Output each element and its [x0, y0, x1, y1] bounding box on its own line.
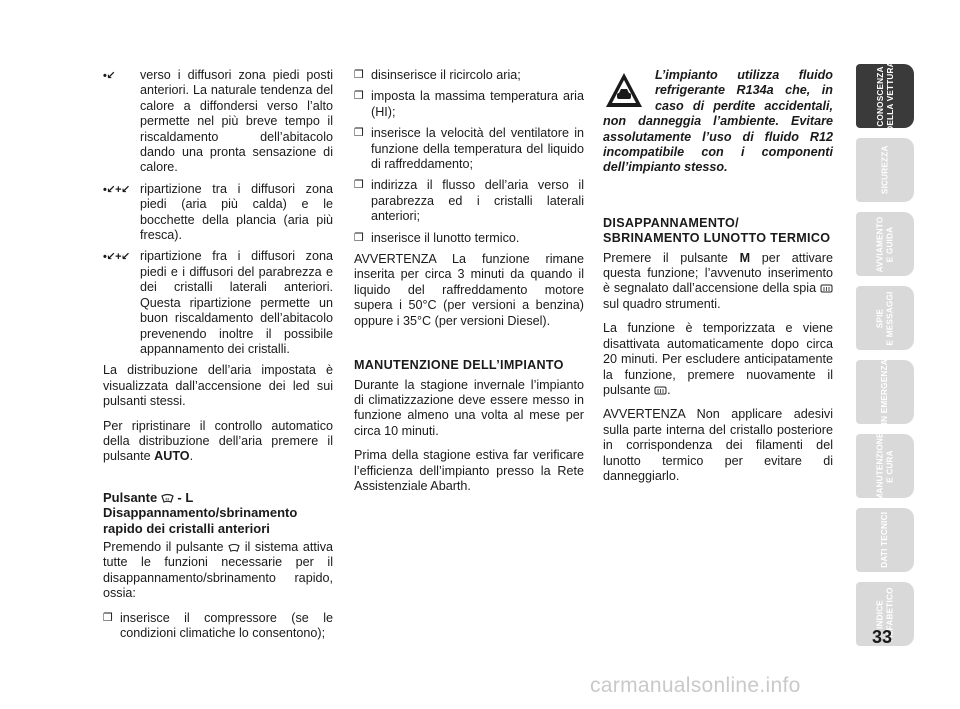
checkbox-bullet-icon: ❒: [354, 179, 364, 192]
defrost-windscreen-icon: [228, 543, 240, 553]
section-heading-maintenance: MANUTENZIONE DELL’IMPIANTO: [354, 358, 564, 373]
paragraph-avvertenza-adesivi: AVVERTENZA Non applicare adesivi sulla parte interna del cristallo posteriore in corrispondenza dei filamenti del lunotto termico per evitare di danneggiarlo.: [603, 407, 833, 483]
tab-label: INDICE ALFABETICO: [875, 586, 894, 642]
tab-label: SICUREZZA: [880, 145, 890, 195]
distribution-feet-windscreen-text: ripartizione fra i diffusori zona piedi e i diffusori del parabrezza e dei cristalli laterali anteriori. Questa ripartizione permette un buon riscaldamento dell’abitacolo prevenendo inoltre il possibile appannamento dei cristalli.: [140, 249, 333, 356]
feet-vent-icon: •↙: [103, 70, 116, 82]
tab-avviamento[interactable]: [856, 212, 914, 276]
section-heading-rear-defrost: DISAPPANNAMENTO/ SBRINAMENTO LUNOTTO TERMICO: [603, 215, 831, 246]
paragraph-rear-defrost: [603, 251, 833, 313]
tab-label: CONOSCENZA DELLA VETTURA: [875, 60, 894, 132]
p2-pre: La funzione è temporizzata e viene disattivata automaticamente dopo circa 20 minuti. Per escludere anticipatamente la funzione, premere nuovamente il pulsante: [603, 321, 833, 397]
tab-label: DATI TECNICI: [880, 512, 890, 568]
auto-label: AUTO: [154, 449, 190, 464]
tab-manutenzione[interactable]: [856, 431, 914, 501]
defrost-windscreen-icon: [161, 493, 174, 504]
button-m-label: M: [739, 250, 751, 265]
section-tabs: [856, 60, 920, 656]
paragraph-auto: [103, 419, 333, 465]
paragraph-defrost-pre: Premendo il pulsante: [103, 539, 229, 554]
list-item: [103, 611, 333, 642]
checkbox-bullet-icon: ❒: [354, 127, 364, 140]
paragraph-led: La distribuzione dell’aria impostata è visualizzata dall’accensione dei led sui pulsanti stessi.: [103, 363, 333, 409]
checkbox-bullet-icon: ❒: [103, 611, 113, 624]
watermark: carmanualsonline.info: [590, 674, 801, 697]
paragraph-auto-text: Per ripristinare il controllo automatico della distribuzione dell’aria premere il pulsante: [103, 418, 333, 464]
page-number: 33: [871, 627, 893, 647]
paragraph-auto-end: .: [189, 449, 194, 464]
rear-window-defrost-icon: [820, 284, 833, 294]
column-1: [103, 68, 333, 647]
list-item-text: imposta la massima temperatura aria (HI);: [371, 89, 584, 119]
paragraph-defrost-front: [103, 540, 333, 602]
tab-emergenza[interactable]: [856, 360, 914, 424]
list-item: [354, 126, 584, 172]
list-item-text: disinserisce il ricircolo aria;: [371, 68, 521, 82]
p2-post: .: [667, 382, 671, 397]
feet-windscreen-vent-icon: •↙+↙: [103, 251, 130, 264]
heading-suffix: - L Disappannamento/sbrinamento rapido dei cristalli anteriori: [103, 489, 298, 536]
tab-label: MANUTENZIONE E CURA: [875, 431, 895, 501]
distribution-feet-windscreen: [103, 249, 333, 357]
feet-dash-vent-icon: •↙+↙: [103, 183, 130, 196]
checkbox-bullet-icon: ❒: [354, 90, 364, 103]
p1-post: per attivare questa funzione; l’avvenuto inserimento è segnalato dall’accensione della spia: [603, 250, 834, 296]
tab-label: AVVIAMENTO E GUIDA: [875, 216, 894, 272]
tab-spie[interactable]: [856, 286, 914, 350]
heading-prefix: Pulsante: [103, 489, 161, 505]
paragraph-timer: [603, 321, 833, 398]
paragraph-winter: Durante la stagione invernale l’impianto di climatizzazione deve essere messo in funzione almeno una volta al mese per circa 10 minuti.: [354, 377, 584, 438]
warning-text: L’impianto utilizza fluido refrigerante R134a che, in caso di perdite accidentali, non danneggia l’ambiente. Evitare assolutamente l’uso di fluido R12 incompatibile con i componenti dell’impianto stesso.: [603, 68, 833, 175]
distribution-feet-text: verso i diffusori zona piedi posti anteriori. La naturale tendenza del calore a diffondersi verso l’alto permette nel più breve tempo il riscaldamento dell’abitacolo dando una pronta sensazione di calore.: [140, 68, 333, 175]
tab-label: IN EMERGENZA: [880, 359, 890, 425]
section-heading-defrost-front: [103, 490, 333, 536]
list-item-text: inserisce il compressore (se le condizioni climatiche lo consentono);: [120, 610, 333, 640]
paragraph-defrost-post: il sistema attiva tutte le funzioni necessarie per il disappannamento/sbrinamento rapido, ossia:: [103, 539, 333, 601]
p1-pre: Premere il pulsante: [603, 250, 740, 265]
checkbox-bullet-icon: ❒: [354, 69, 364, 81]
paragraph-avvertenza: AVVERTENZA La funzione rimane inserita per circa 3 minuti da quando il liquido del raffreddamento motore supera i 50°C (per versioni a benzina) oppure i 35°C (per versioni Diesel).: [354, 252, 584, 328]
tab-conoscenza[interactable]: [856, 60, 914, 132]
tab-sicurezza[interactable]: [856, 138, 914, 202]
distribution-feet: [103, 68, 333, 176]
list-item-text: indirizza il flusso dell’aria verso il parabrezza ed i cristalli laterali anteriori;: [371, 178, 584, 224]
list-item-text: inserisce la velocità del ventilatore in funzione della temperatura del liquido di raffreddamento;: [371, 126, 584, 172]
list-item: [354, 89, 584, 120]
list-item-text: inserisce il lunotto termico.: [371, 230, 520, 245]
column-3: [603, 68, 833, 493]
distribution-feet-dash: [103, 182, 333, 244]
rear-window-defrost-icon: [654, 386, 667, 396]
p1-end: sul quadro strumenti.: [603, 296, 721, 311]
list-item: [354, 68, 584, 83]
list-item: [354, 178, 584, 224]
tab-dati-tecnici[interactable]: [856, 508, 914, 572]
distribution-feet-dash-text: ripartizione tra i diffusori zona piedi (aria più calda) e le bocchette della plancia (aria più fresca).: [140, 181, 333, 243]
warning-box: [603, 68, 833, 176]
column-2: [354, 68, 584, 503]
paragraph-summer: Prima della stagione estiva far verificare l’efficienza dell’impianto presso la Rete Assistenziale Abarth.: [354, 448, 584, 493]
checkbox-bullet-icon: ❒: [354, 231, 364, 244]
tab-label: SPIE E MESSAGGI: [875, 291, 894, 345]
list-item: [354, 231, 584, 246]
warning-triangle-car-icon: [603, 70, 645, 110]
